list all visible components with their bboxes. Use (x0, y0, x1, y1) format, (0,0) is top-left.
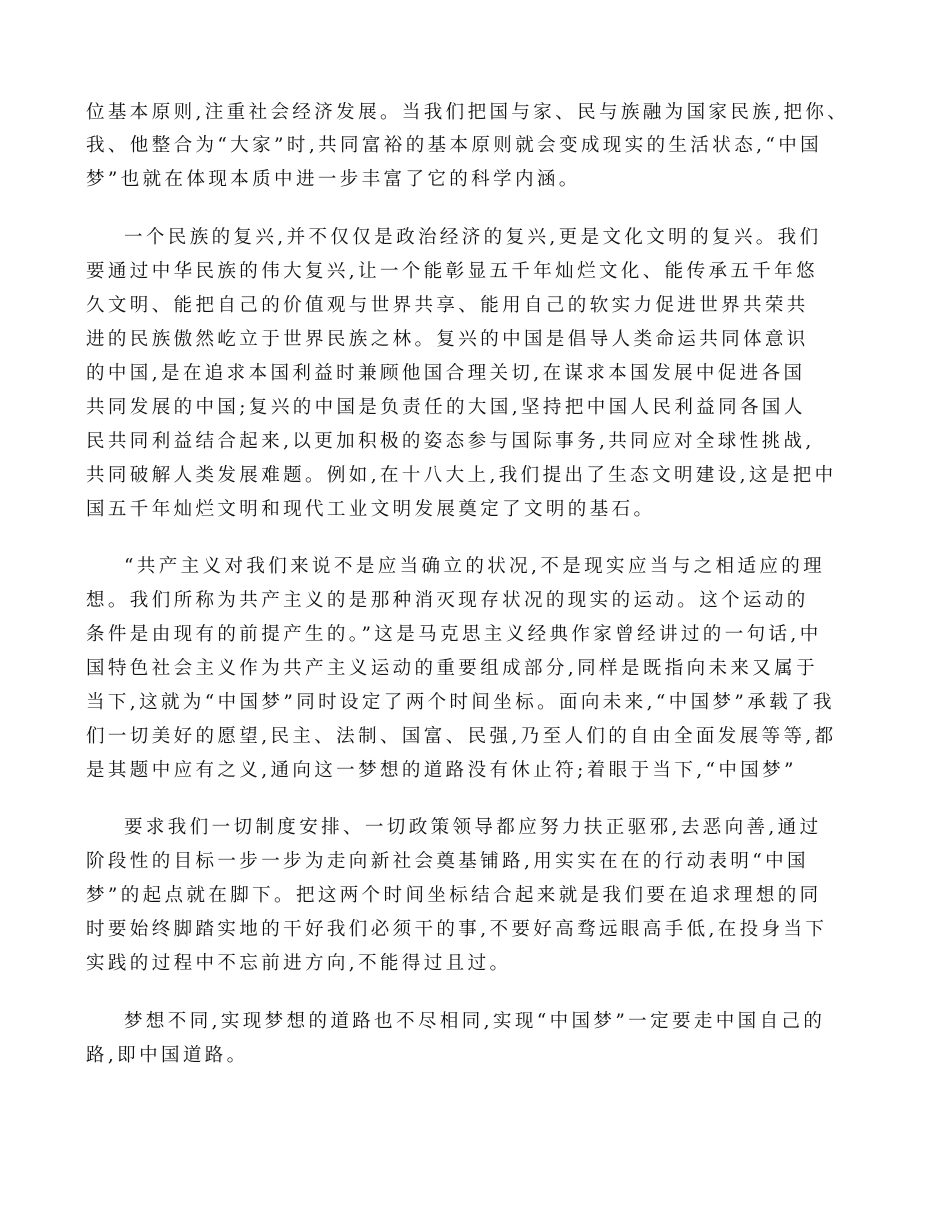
text-line: 时要始终脚踏实地的干好我们必须干的事,不要好高骛远眼高手低,在投身当下 (86, 919, 828, 940)
text-line: 想。我们所称为共产主义的是那种消灭现存状况的现实的运动。这个运动的 (86, 590, 809, 611)
text-line: 国特色社会主义作为共产主义运动的重要组成部分,同样是既指向未来又属于 (86, 658, 818, 679)
text-line: 进的民族傲然屹立于世界民族之林。复兴的中国是倡导人类命运共同体意识 (86, 329, 809, 350)
text-line: 条件是由现有的前提产生的。”这是马克思主义经典作家曾经讲过的一句话,中 (86, 624, 822, 645)
text-line: 共同破解人类发展难题。例如,在十八大上,我们提出了生态文明建设,这是把中 (86, 465, 837, 486)
text-line: “共产主义对我们来说不是应当确立的状况,不是现实应当与之相适应的理 (124, 556, 826, 577)
text-line: 国五千年灿烂文明和现代工业文明发展奠定了文明的基石。 (86, 499, 656, 520)
text-line: 要求我们一切制度安排、一切政策领导都应努力扶正驱邪,去恶向善,通过 (124, 817, 822, 838)
text-line: 路,即中国道路。 (86, 1045, 249, 1066)
text-line: 们一切美好的愿望,民主、法制、国富、民强,乃至人们的自由全面发展等等,都 (86, 726, 837, 747)
text-line: 一个民族的复兴,并不仅仅是政治经济的复兴,更是文化文明的复兴。我们 (124, 227, 822, 248)
text-line: 是其题中应有之义,通向这一梦想的道路没有休止符;着眼于当下,“中国梦” (86, 760, 797, 781)
text-line: 我、他整合为“大家”时,共同富裕的基本原则就会变成现实的生活状态,“中国 (86, 135, 823, 156)
text-line: 位基本原则,注重社会经济发展。当我们把国与家、民与族融为国家民族,把你、 (86, 102, 850, 123)
text-line: 梦”也就在体现本质中进一步丰富了它的科学内涵。 (86, 169, 581, 190)
text-line: 的中国,是在追求本国利益时兼顾他国合理关切,在谋求本国发展中促进各国 (86, 363, 806, 384)
text-line: 当下,这就为“中国梦”同时设定了两个时间坐标。面向未来,“中国梦”承载了我 (86, 692, 835, 713)
text-line: 共同发展的中国;复兴的中国是负责任的大国,坚持把中国人民利益同各国人 (86, 397, 806, 418)
text-line: 梦”的起点就在脚下。把这两个时间坐标结合起来就是我们要在追求理想的同 (86, 885, 822, 906)
text-line: 阶段性的目标一步一步为走向新社会奠基铺路,用实实在在的行动表明“中国 (86, 851, 809, 872)
text-line: 梦想不同,实现梦想的道路也不尽相同,实现“中国梦”一定要走中国自己的 (124, 1011, 826, 1032)
text-line: 要通过中华民族的伟大复兴,让一个能彰显五千年灿烂文化、能传承五千年悠 (86, 261, 818, 282)
text-line: 久文明、能把自己的价值观与世界共享、能用自己的软实力促进世界共荣共 (86, 295, 809, 316)
text-line: 民共同利益结合起来,以更加积极的姿态参与国际事务,共同应对全球性挑战, (86, 431, 815, 452)
text-line: 实践的过程中不忘前进方向,不能得过且过。 (86, 953, 512, 974)
